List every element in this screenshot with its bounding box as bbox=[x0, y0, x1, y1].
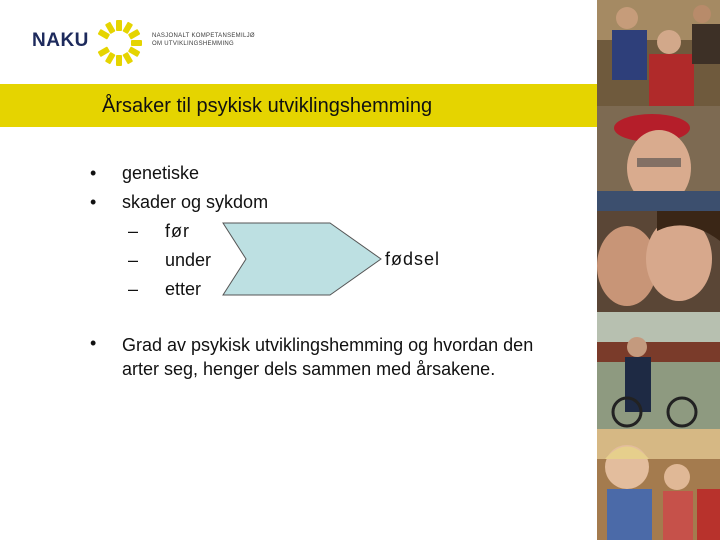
sun-ray bbox=[116, 20, 122, 31]
sun-ray bbox=[122, 22, 133, 35]
sub-marker: – bbox=[128, 221, 139, 241]
logo-subtitle bbox=[152, 32, 255, 48]
sub-text: under bbox=[165, 250, 212, 270]
photo-man-with-bicycle bbox=[597, 312, 720, 429]
photo-kissing-couple bbox=[597, 211, 720, 312]
photo-wheelchair-people bbox=[597, 0, 720, 106]
bullet-text: genetiske bbox=[122, 163, 200, 183]
sun-ray bbox=[122, 52, 133, 65]
photo-strip bbox=[597, 0, 720, 540]
sun-ray bbox=[98, 29, 111, 40]
bullet-marker: • bbox=[90, 192, 97, 212]
sun-ray bbox=[131, 40, 142, 46]
sun-ray bbox=[128, 29, 141, 40]
arrow-polygon bbox=[223, 223, 381, 295]
sun-ray bbox=[98, 46, 111, 57]
photo-elderly-woman bbox=[597, 106, 720, 211]
arrow-target-label: fødsel bbox=[385, 249, 441, 269]
sun-ray bbox=[105, 22, 116, 35]
sub-text: før bbox=[165, 221, 190, 241]
arrow-shape bbox=[222, 222, 382, 296]
bullet-marker: • bbox=[90, 163, 97, 183]
paragraph-text: Grad av psykisk utviklingshemming og hvordan den arter seg, henger dels sammen med årsakene. bbox=[122, 335, 534, 379]
sub-marker: – bbox=[128, 279, 139, 299]
bullet-marker: • bbox=[90, 333, 97, 353]
logo-subtitle-line1: NASJONALT KOMPETANSEMILJØ bbox=[152, 33, 255, 39]
photo-children bbox=[597, 429, 720, 540]
logo-wordmark: NAKU bbox=[32, 30, 89, 51]
logo-subtitle-line2: OM UTVIKLINGSHEMMING bbox=[152, 41, 235, 47]
sun-ray bbox=[105, 52, 116, 65]
sun-logo-icon bbox=[94, 18, 144, 68]
sun-ray bbox=[116, 55, 122, 66]
slide-title: Årsaker til psykisk utviklingshemming bbox=[102, 95, 433, 117]
sub-text: etter bbox=[165, 279, 202, 299]
sun-ray bbox=[128, 46, 141, 57]
sub-marker: – bbox=[128, 250, 139, 270]
bullet-text: skader og sykdom bbox=[122, 192, 269, 212]
